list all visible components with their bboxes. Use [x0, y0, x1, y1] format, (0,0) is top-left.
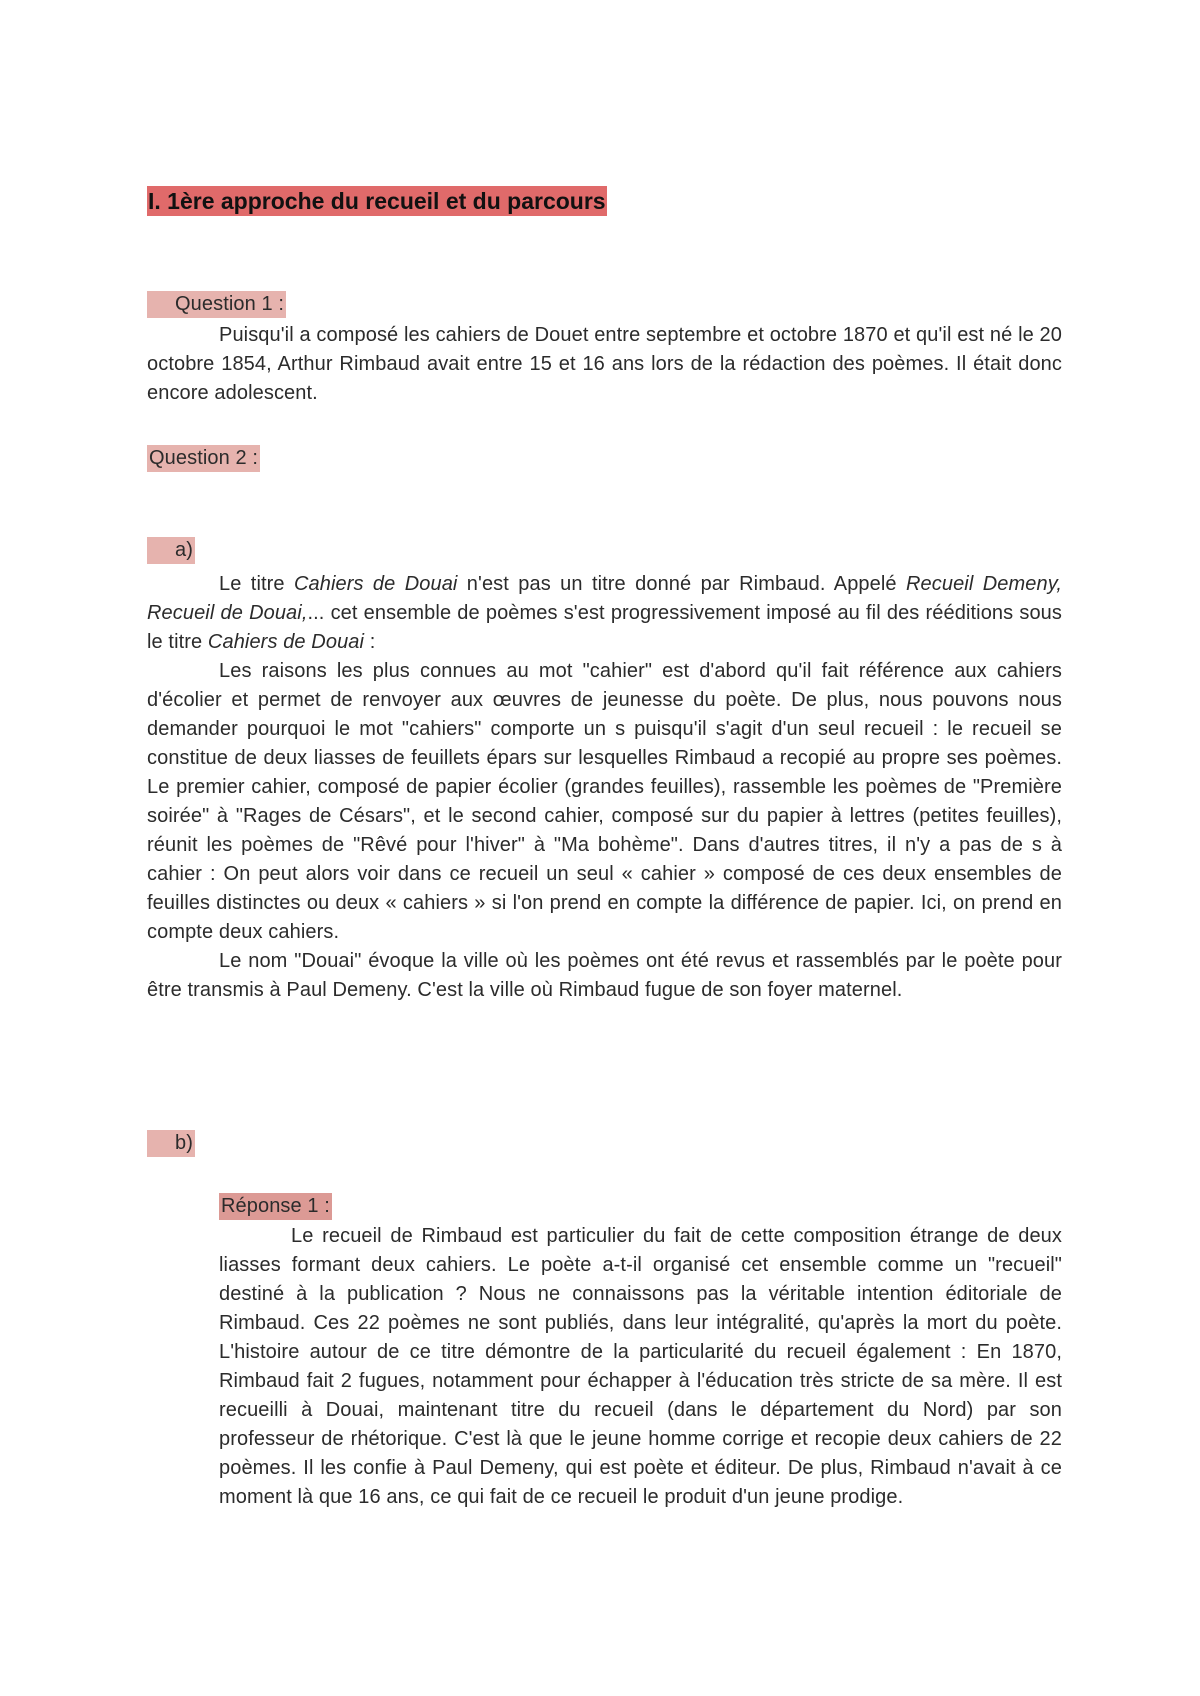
question-2-label-row	[147, 444, 1062, 473]
reponse-1-label: Réponse 1 :	[219, 1193, 332, 1220]
italic-title: Cahiers de Douai	[207, 631, 365, 653]
question-2-label: Question 2 :	[147, 445, 260, 472]
section-title: I. 1ère approche du recueil et du parcours	[148, 188, 606, 214]
part-b-label: b)	[147, 1130, 195, 1157]
part-a-paragraph-1	[147, 570, 1062, 657]
italic-title: Recueil Demeny, Recueil de Douai,	[147, 573, 1062, 624]
part-a-label-row	[147, 536, 1062, 565]
part-a-paragraph-3: Le nom "Douai" évoque la ville où les poèmes ont été revus et rassemblés par le poète pour être transmis à Paul Demeny. C'est la ville où Rimbaud fugue de son foyer maternel.	[147, 950, 1062, 1001]
part-a-content	[147, 570, 1062, 1005]
question-1-label-row	[147, 290, 1062, 319]
reponse-1-label-row	[147, 1192, 1062, 1221]
part-a-paragraph-2: Les raisons les plus connues au mot "cahier" est d'abord qu'il fait référence aux cahiers d'écolier et permet de renvoyer aux œuvres de jeunesse du poète. De plus, nous pouvons nous demander pourquoi le mot "cahiers" comporte un s puisqu'il s'agit d'un seul recueil : le recueil se constitue de deux liasses de feuillets épars sur lesquelles Rimbaud a recopié au propre ses poèmes. Le premier cahier, composé de papier écolier (grandes feuilles), rassemble les poèmes de "Première soirée" à "Rages de Césars", et le second cahier, composé sur du papier à lettres (petites feuilles), réunit les poèmes de "Rêvé pour l'hiver" à "Ma bohème". Dans d'autres titres, il n'y a pas de s à cahier : On peut alors voir dans ce recueil un seul « cahier » composé de ces deux ensembles de feuilles distinctes ou deux « cahiers » si l'on prend en compte la différence de papier. Ici, on prend en compte deux cahiers.	[147, 660, 1062, 943]
text-run: :	[364, 631, 376, 653]
question-1-answer	[147, 321, 1062, 408]
part-b-label-row	[147, 1129, 1062, 1158]
question-1-label: Question 1 :	[147, 291, 286, 318]
question-1-text: Puisqu'il a composé les cahiers de Douet entre septembre et octobre 1870 et qu'il est né le 20 octobre 1854, Arthur Rimbaud avait entre 15 et 16 ans lors de la rédaction des poèmes. Il était donc encore adolescent.	[147, 324, 1062, 404]
text-run: n'est pas un titre donné par Rimbaud. Appelé	[457, 573, 906, 595]
text-run: ... cet ensemble de poèmes s'est progressivement imposé au fil des rééditions sous le titre	[147, 602, 1062, 653]
reponse-1-content	[147, 1222, 1062, 1512]
part-a-label: a)	[147, 537, 195, 564]
text-run: Le titre	[219, 573, 294, 595]
reponse-1-text: Le recueil de Rimbaud est particulier du fait de cette composition étrange de deux liasses formant deux cahiers. Le poète a-t-il organisé cet ensemble comme un "recueil" destiné à la publication ? Nous ne connaissons pas la véritable intention éditoriale de Rimbaud. Ces 22 poèmes ne sont publiés, dans leur intégralité, qu'après la mort du poète. L'histoire autour de ce titre démontre de la particularité du recueil également : En 1870, Rimbaud fait 2 fugues, notamment pour échapper à l'éducation très stricte de sa mère. Il est recueilli à Douai, maintenant titre du recueil (dans le département du Nord) par son professeur de rhétorique. C'est là que le jeune homme corrige et recopie deux cahiers de 22 poèmes. Il les confie à Paul Demeny, qui est poète et éditeur. De plus, Rimbaud n'avait à ce moment là que 16 ans, ce qui fait de ce recueil le produit d'un jeune prodige.	[219, 1225, 1062, 1508]
italic-title: Cahiers de Douai	[293, 573, 458, 595]
